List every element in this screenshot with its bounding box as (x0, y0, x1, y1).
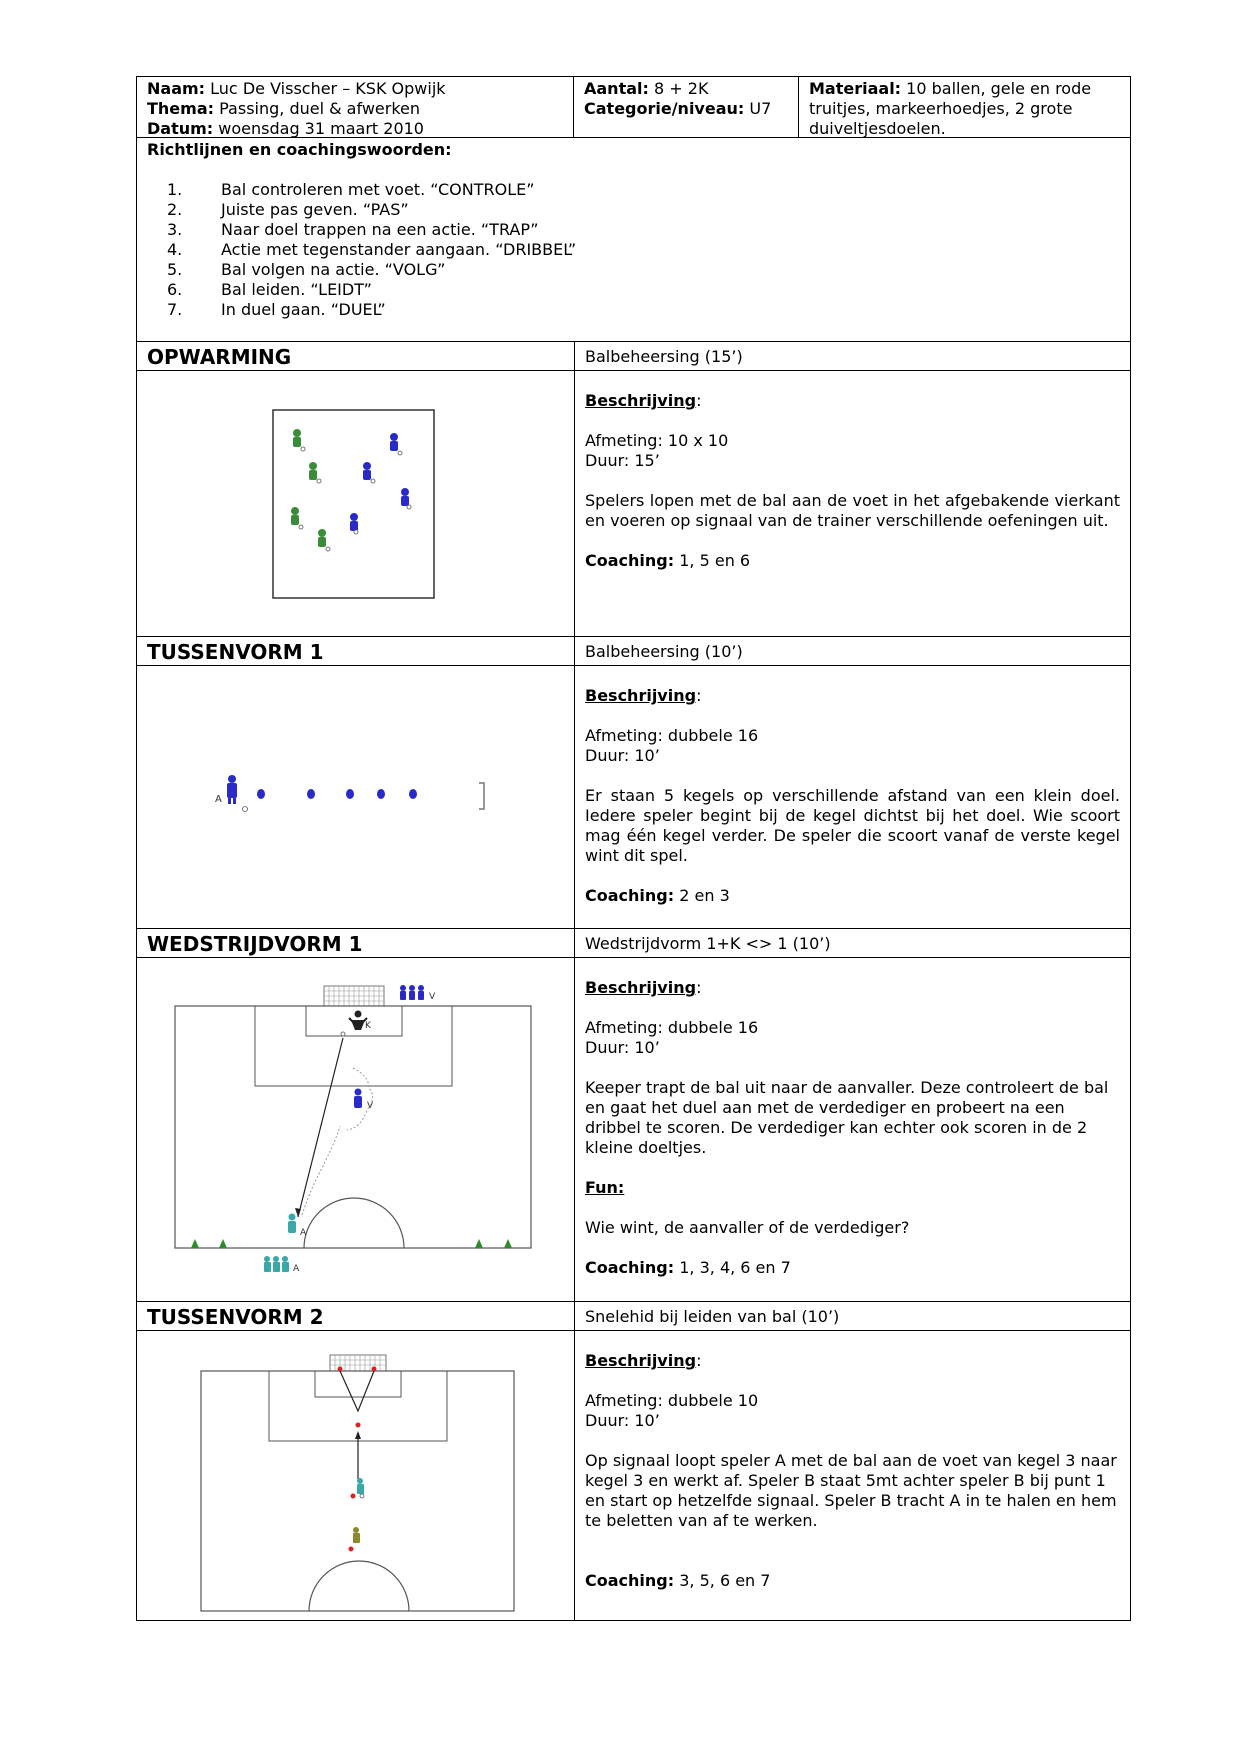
section-body-wedstrijdvorm-1 (136, 958, 1131, 1302)
player-a-label: A (215, 794, 222, 805)
small-goal (479, 783, 484, 809)
duur-text: Duur: 10’ (585, 746, 660, 765)
fun-text: Wie wint, de aanvaller of de verdediger? (585, 1218, 910, 1237)
list-item: 5. Bal volgen na actie. “VOLG” (167, 260, 446, 279)
description-label: Beschrijving (585, 1351, 697, 1370)
diagram-opwarming (137, 371, 575, 636)
coaching-value: 2 en 3 (679, 886, 730, 905)
header-cell-materiaal (799, 77, 1130, 137)
cone-1 (349, 1547, 354, 1552)
cone-2 (351, 1494, 356, 1499)
cone-line-diagram (137, 666, 575, 929)
duur-text: Duur: 15’ (585, 451, 660, 470)
cone-3 (356, 1423, 361, 1428)
coaching-label: Coaching: (585, 1571, 675, 1590)
coaching-label: Coaching: (585, 551, 675, 570)
section-subtitle: Wedstrijdvorm 1+K <> 1 (10’) (585, 934, 831, 953)
label-a: A (300, 1228, 307, 1238)
thema-label: Thema: (147, 99, 215, 118)
section-subtitle: Balbeheersing (15’) (585, 347, 743, 366)
description-label: Beschrijving (585, 391, 697, 410)
diagram-tussenvorm-2 (137, 1331, 575, 1620)
goal-net (324, 986, 384, 1006)
materiaal-label: Materiaal: (809, 79, 902, 98)
ball (360, 1494, 364, 1498)
guidelines-block (136, 138, 1131, 342)
duur-text: Duur: 10’ (585, 1038, 660, 1057)
reserve-players-top (400, 985, 424, 1000)
label-a-bottom: A (293, 1264, 300, 1274)
attacker (288, 1214, 296, 1234)
afmeting-text: Afmeting: 10 x 10 (585, 431, 729, 450)
afmeting-text: Afmeting: dubbele 16 (585, 1018, 759, 1037)
header-cell-naam (137, 77, 574, 137)
coaching-label: Coaching: (585, 886, 675, 905)
section-description: Beschrijving: Afmeting: dubbele 16 Duur: 10’ Er staan 5 kegels op verschillende afstand van een klein doel. Iedere speler begint bij de kegel dichtst bij het doel. Wie scoort mag één kegel verder. De speler die scoort vanaf de verste kegel wint dit spel. Coaching: 2 en 3 (585, 686, 1120, 905)
naam-value: Luc De Visscher – KSK Opwijk (210, 79, 446, 98)
coaching-value: 3, 5, 6 en 7 (679, 1571, 771, 1590)
diagram-tussenvorm-1 (137, 666, 575, 928)
label-v: V (367, 1101, 374, 1111)
guidelines-title: Richtlijnen en coachingswoorden: (147, 140, 452, 159)
section-body-tussenvorm-1 (136, 666, 1131, 929)
description-text: Spelers lopen met de bal aan de voet in het afgebakende vierkant en voeren op signaal van de trainer verschillende oefeningen uit. (585, 491, 1120, 530)
ball (243, 807, 248, 812)
header-table (136, 76, 1131, 138)
section-subtitle: Snelehid bij leiden van bal (10’) (585, 1307, 840, 1326)
description-text: Er staan 5 kegels op verschillende afstand van een klein doel. Iedere speler begint bij de kegel dichtst bij het doel. Wie scoort mag één kegel verder. De speler die scoort vanaf de verste kegel wint dit spel. (585, 786, 1120, 865)
keeper-ball (341, 1032, 345, 1036)
section-description: Beschrijving: Afmeting: dubbele 10 Duur: 10’ Op signaal loopt speler A met de bal aan de voet van kegel 3 naar kegel 3 en werkt af. Speler B staat 5mt achter speler B bij punt 1 en start op hetzelfde signaal. Speler B tracht A in te halen en hem te beletten van af te werken. Coaching: 3, 5, 6 en 7 (575, 1331, 1130, 1620)
pitch-diagram-2 (137, 1331, 575, 1621)
section-title: OPWARMING (137, 342, 575, 370)
section-body-opwarming (136, 371, 1131, 637)
section-subtitle: Balbeheersing (10’) (585, 642, 743, 661)
defender (354, 1089, 362, 1109)
list-item: 6. Bal leiden. “LEIDT” (167, 280, 372, 299)
categorie-label: Categorie/niveau: (584, 99, 745, 118)
reserve-players-bottom (264, 1256, 289, 1272)
list-item: 4. Actie met tegenstander aangaan. “DRIBBEL” (167, 240, 577, 259)
coaching-value: 1, 5 en 6 (679, 551, 751, 570)
header-cell-aantal (574, 77, 799, 137)
list-item: 7. In duel gaan. “DUEL” (167, 300, 386, 319)
afmeting-text: Afmeting: dubbele 16 (585, 726, 759, 745)
datum-label: Datum: (147, 119, 214, 138)
coaching-label: Coaching: (585, 1258, 675, 1277)
aantal-value: 8 + 2K (654, 79, 709, 98)
square-field-diagram (137, 371, 575, 637)
naam-label: Naam: (147, 79, 206, 98)
player-a (227, 775, 237, 804)
label-v-top: V (429, 992, 436, 1002)
duur-text: Duur: 10’ (585, 1411, 660, 1430)
section-title: TUSSENVORM 2 (137, 1302, 575, 1330)
pitch-diagram (137, 958, 575, 1302)
materiaal-value: 10 ballen, gele en rode truitjes, markeerhoedjes, 2 grote duiveltjesdoelen. (809, 79, 1092, 138)
cones (257, 789, 417, 799)
section-description: Beschrijving: Afmeting: dubbele 16 Duur: 10’ Keeper trapt de bal uit naar de aanvaller. Deze controleert de bal en gaat het duel aan met de verdediger en probeert na een dribbel te scoren. De verdediger kan echter ook scoren in de 2 kleine doeltjes. Fun: Wie wint, de aanvaller of de verdediger? Coaching: 1, 3, 4, 6 en 7 (575, 958, 1130, 1301)
fun-label: Fun: (585, 1178, 625, 1197)
section-title-row-tussenvorm-1 (136, 637, 1131, 666)
section-title: TUSSENVORM 1 (137, 637, 575, 665)
diagram-wedstrijdvorm-1 (137, 958, 575, 1301)
section-description: Beschrijving: Afmeting: 10 x 10 Duur: 15’ Spelers lopen met de bal aan de voet in het afgebakende vierkant en voeren op signaal van de trainer verschillende oefeningen uit. Coaching: 1, 5 en 6 (585, 391, 1120, 570)
description-text: Op signaal loopt speler A met de bal aan de voet van kegel 3 naar kegel 3 en werkt af. Speler B staat 5mt achter speler B bij punt 1 en start op hetzelfde signaal. Speler B tracht A in te halen en hem te beletten van af te werken. (585, 1451, 1117, 1530)
description-text: Keeper trapt de bal uit naar de aanvaller. Deze controleert de bal en gaat het duel aan met de verdediger en probeert na een dribbel te scoren. De verdediger kan echter ook scoren in de 2 kleine doeltjes. (585, 1078, 1109, 1157)
description-label: Beschrijving (585, 978, 697, 997)
training-sheet (136, 76, 1131, 1621)
list-item: 2. Juiste pas geven. “PAS” (167, 200, 409, 219)
categorie-value: U7 (749, 99, 772, 118)
label-k: K (365, 1021, 371, 1031)
section-title-row-wedstrijdvorm-1 (136, 929, 1131, 958)
section-title-row-tussenvorm-2 (136, 1302, 1131, 1331)
coaching-value: 1, 3, 4, 6 en 7 (679, 1258, 791, 1277)
list-item: 1. Bal controleren met voet. “CONTROLE” (167, 180, 535, 199)
list-item: 3. Naar doel trappen na een actie. “TRAP” (167, 220, 539, 239)
datum-value: woensdag 31 maart 2010 (218, 119, 424, 138)
afmeting-text: Afmeting: dubbele 10 (585, 1391, 759, 1410)
field-outline (175, 1006, 531, 1248)
thema-value: Passing, duel & afwerken (219, 99, 421, 118)
section-title: WEDSTRIJDVORM 1 (137, 929, 575, 957)
aantal-label: Aantal: (584, 79, 649, 98)
description-label: Beschrijving (585, 686, 697, 705)
section-body-tussenvorm-2 (136, 1331, 1131, 1621)
guidelines-list (167, 180, 1120, 320)
section-title-row-opwarming (136, 342, 1131, 371)
